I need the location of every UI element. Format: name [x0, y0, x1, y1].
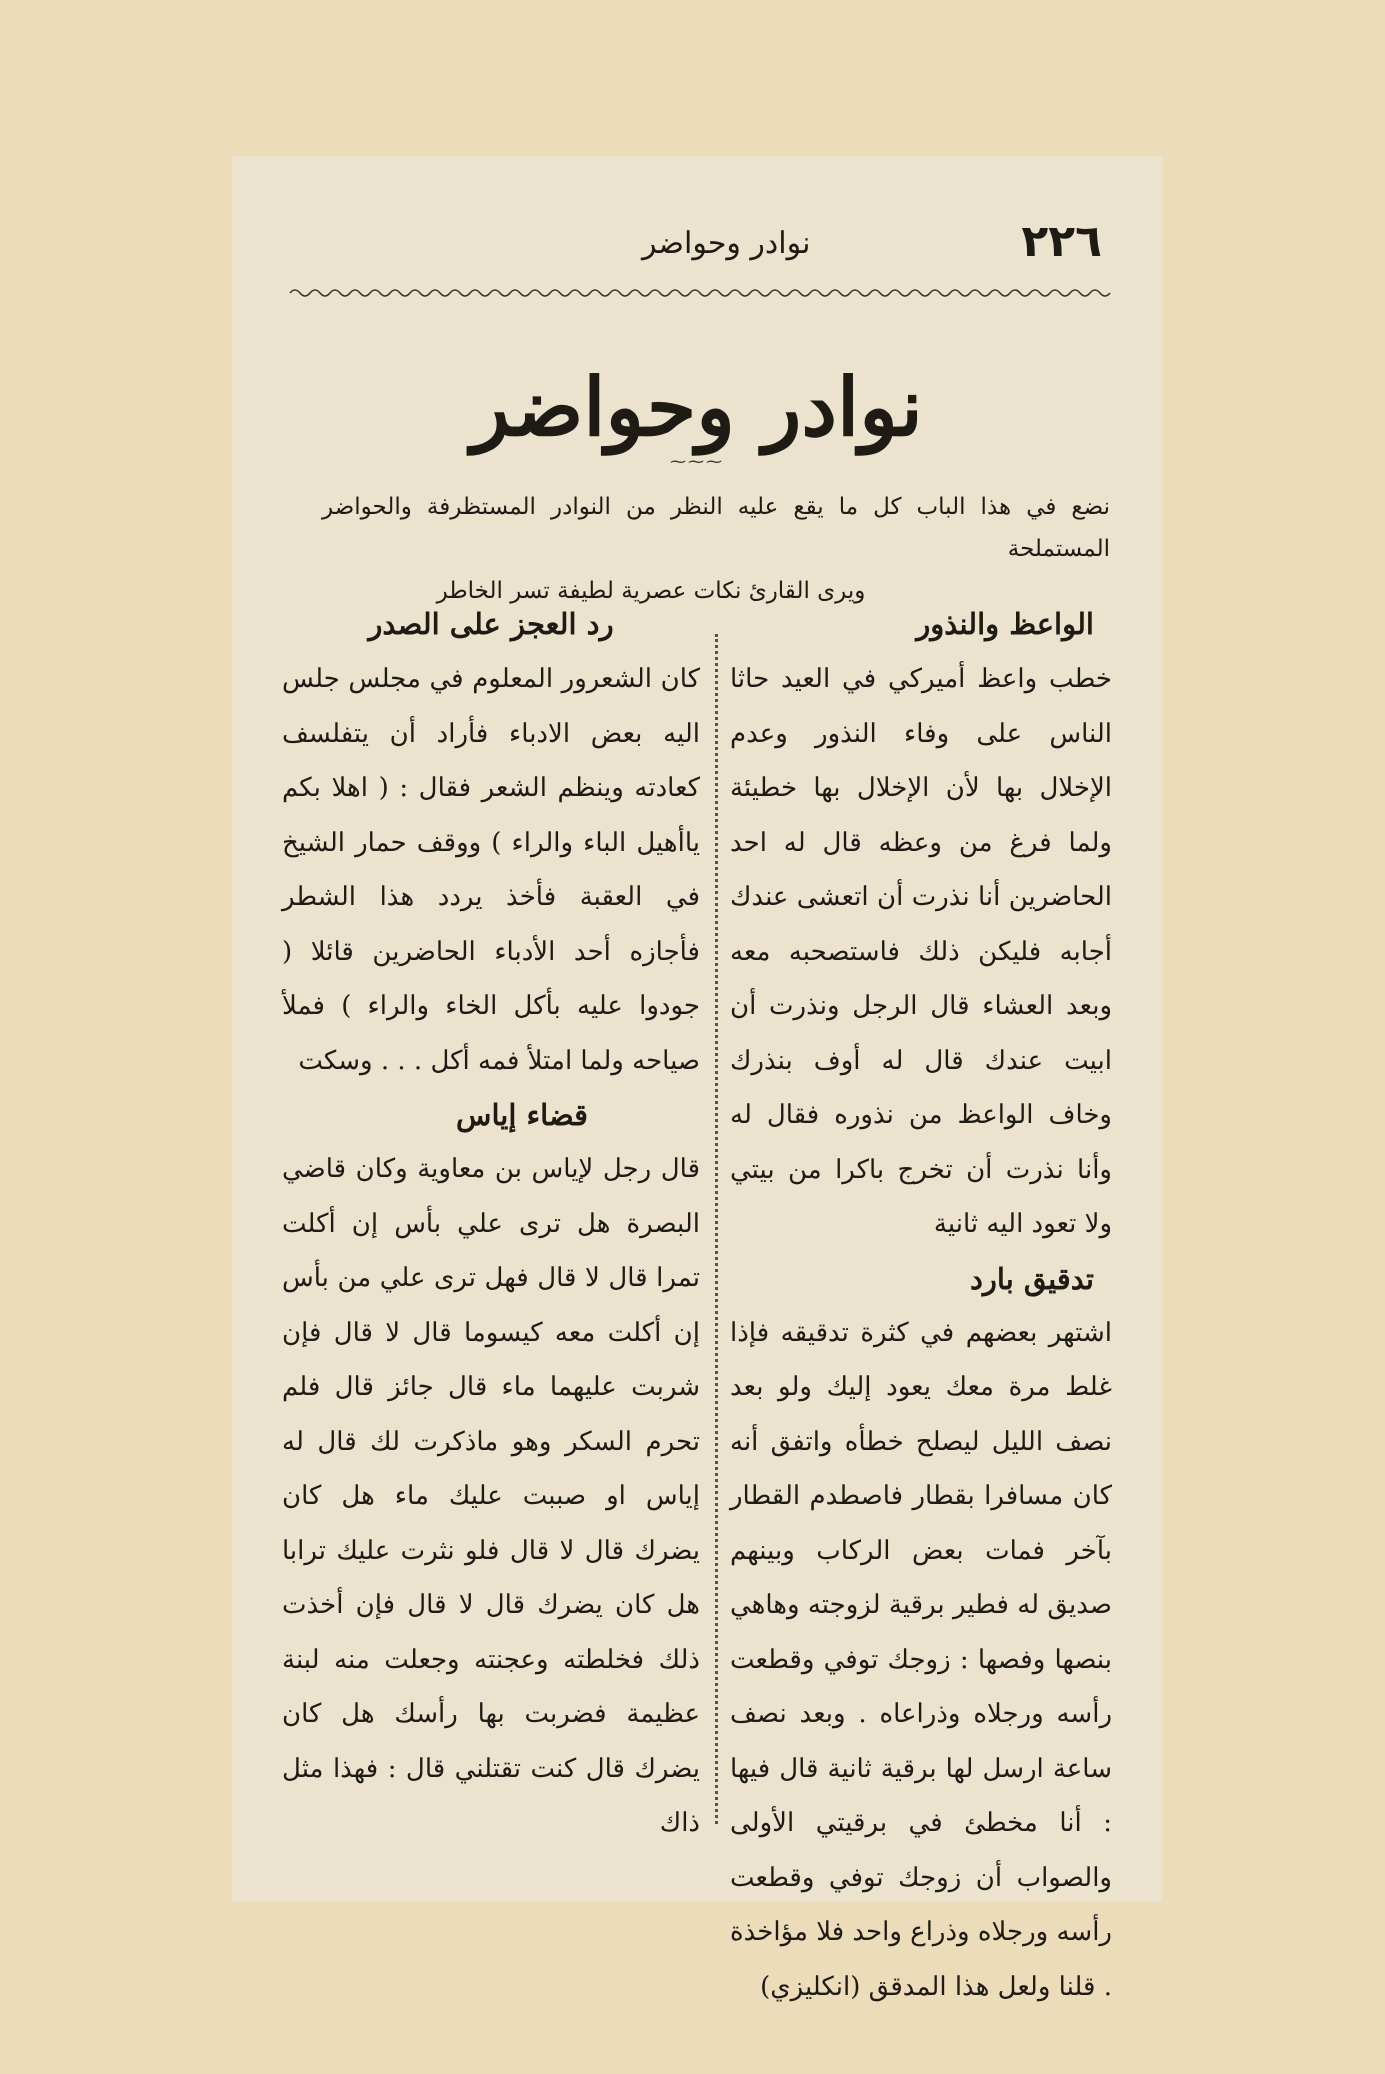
story-text-cold-precision: اشتهر بعضهم في كثرة تدقيقه فإذا غلط مرة معك يعود إليك ولو بعد نصف الليل ليصلح خطأه واتفق أنه كان مسافرا بقطار فاصطدم القطار بآخر فمات بعض الركاب وبينهم صديق له فطير برقية لزوجته وهاهي بنصها وفصها : زوجك توفي وقطعت رأسه ورجلاه وذراعاه . وبعد نصف ساعة ارسل لها برقية ثانية قال فيها : أنا مخطئ في برقيتي الأولى والصواب أن زوجك توفي وقطعت رأسه ورجلاه وذراع واحد فلا مؤاخذة . قلنا ولعل هذا المدقق (انكليزي) [730, 1317, 1112, 2002]
page-number: ٢٢٦ [1021, 216, 1102, 267]
story-text-preacher-vows: خطب واعظ أميركي في العيد حاثا الناس على وفاء النذور وعدم الإخلال بها لأن الإخلال بها خطيئة ولما فرغ من وعظه قال له احد الحاضرين أنا نذرت أن اتعشى عندك أجابه فليكن ذلك فاستصحبه معه وبعد العشاء قال الرجل ونذرت أن ابيت عندك قال له أوف بنذرك وخاف الواعظ من نذوره فقال له وأنا نذرت أن تخرج باكرا من بيتي ولا تعود اليه ثانية [730, 664, 1112, 1239]
wavy-divider [290, 286, 1110, 300]
story-heading-iyas-judgment: قضاء إياس [456, 1098, 588, 1132]
right-column [730, 596, 1112, 2014]
story-text-iyas-judgment: قال رجل لإياس بن معاوية وكان قاضي البصرة هل ترى علي بأس إن أكلت تمرا قال لا قال فهل ترى علي من بأس إن أكلت معه كيسوما قال لا قال فإن شربت عليهما ماء قال جائز قال فلم تحرم السكر وهو ماذكرت لك قال له إياس او صببت عليك ماء هل كان يضرك قال لا قال فلو نثرت عليك ترابا هل كان يضرك قال لا قال فإن أخذت ذلك فخلطته وعجنته وجعلت منه لبنة عظيمة فضربت بها رأسك هل كان يضرك قال كنت تقتلني قال : فهذا مثل ذاك [282, 1154, 700, 1838]
intro-line-2: ويرى القارئ نكات عصرية لطيفة تسر الخاطر [436, 578, 866, 604]
story-text-verse-reply: كان الشعرور المعلوم في مجلس جلس اليه بعض الادباء فأراد أن يتفلسف كعادته وينظم الشعر فقال : ( اهلا بكم ياأهيل الباء والراء ) ووقف حمار الشيخ في العقبة فأخذ يردد هذا الشطر فأجازه أحد الأدباء الحاضرين قائلا ( جودوا عليه بأكل الخاء والراء ) فملأ صياحه ولما امتلأ فمه أكل . . . وسكت [282, 664, 700, 1076]
book-page [232, 156, 1162, 2002]
column-divider [715, 634, 718, 1824]
story-heading-verse-reply: رد العجز على الصدر [368, 607, 614, 641]
intro-line-1: نضع في هذا الباب كل ما يقع عليه النظر من النوادر المستظرفة والحواضر المستملحة [322, 494, 1110, 562]
story-heading-cold-precision: تدقيق بارد [969, 1261, 1094, 1296]
section-title: نوادر وحواضر [471, 360, 923, 454]
page-header [282, 214, 1112, 274]
section-intro [322, 486, 1110, 612]
left-column [282, 596, 700, 1851]
title-ornament: ⁓⁓⁓ [670, 452, 724, 471]
running-title: نوادر وحواضر [642, 226, 811, 261]
story-heading-preacher-vows: الواعظ والنذور [916, 607, 1094, 641]
